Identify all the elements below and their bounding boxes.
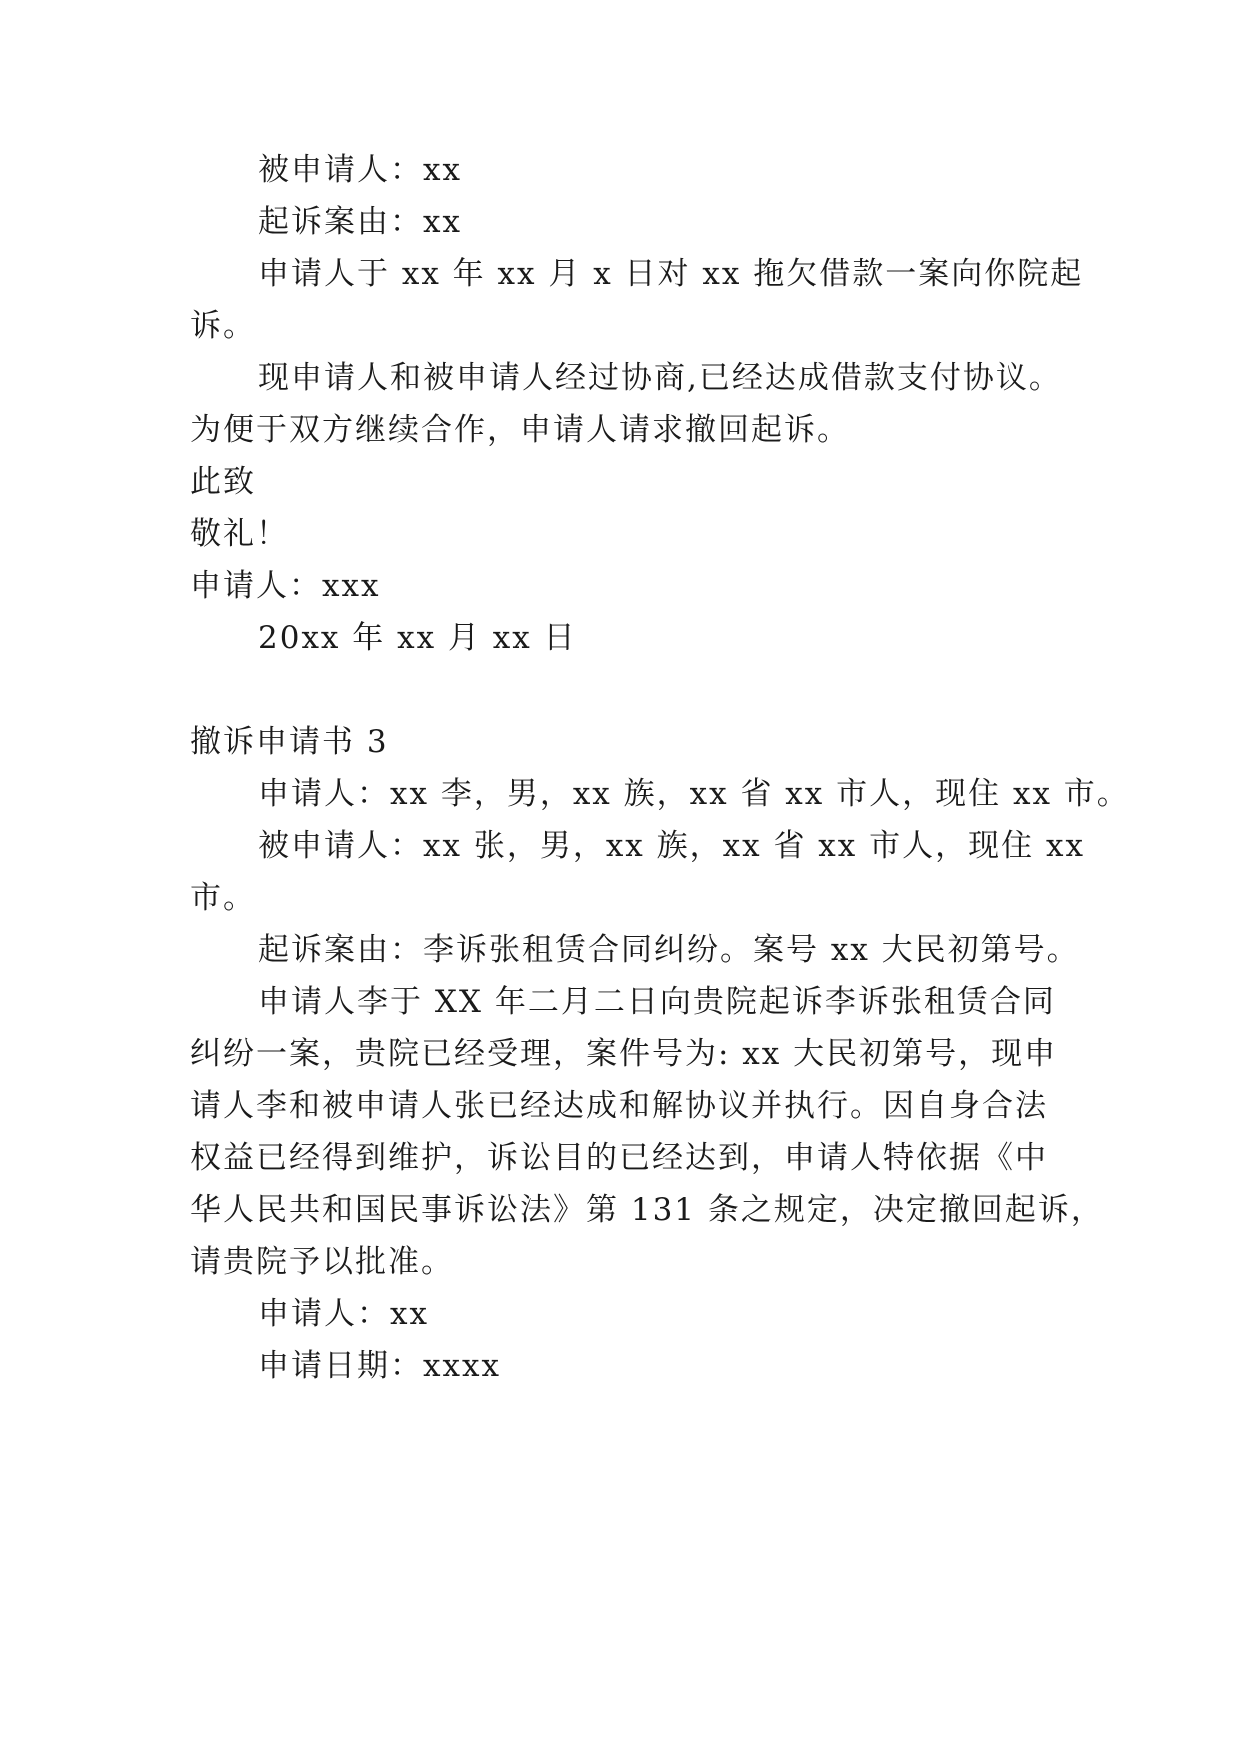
paragraph-line: 华人民共和国民事诉讼法》第 131 条之规定，决定撤回起诉， bbox=[190, 1192, 1104, 1228]
paragraph-line: 权益已经得到维护，诉讼目的已经达到，申请人特依据《中 bbox=[190, 1140, 1048, 1176]
applicant-line: 申请人：xx 李，男，xx 族，xx 省 xx 市人，现住 xx 市。 bbox=[258, 776, 1130, 812]
paragraph-line: 市。 bbox=[190, 880, 256, 916]
respondent-line: 被申请人：xx bbox=[258, 152, 462, 188]
section-heading: 撤诉申请书 3 bbox=[190, 724, 389, 760]
paragraph-line: 申请人李于 XX 年二月二日向贵院起诉李诉张租赁合同 bbox=[258, 984, 1056, 1020]
applicant-signature: 申请人：xx bbox=[258, 1296, 429, 1332]
applicant-signature: 申请人：xxx bbox=[190, 568, 381, 604]
paragraph-line: 为便于双方继续合作，申请人请求撤回起诉。 bbox=[190, 412, 850, 448]
respondent-line: 被申请人：xx 张，男，xx 族，xx 省 xx 市人，现住 xx bbox=[258, 828, 1085, 864]
paragraph-line: 现申请人和被申请人经过协商,已经达成借款支付协议。 bbox=[258, 360, 1062, 396]
closing-line: 敬礼！ bbox=[190, 516, 289, 552]
paragraph-line: 请贵院予以批准。 bbox=[190, 1244, 454, 1280]
date-line: 20xx 年 xx 月 xx 日 bbox=[258, 620, 577, 656]
cause-of-action-line: 起诉案由：xx bbox=[258, 204, 462, 240]
cause-of-action-line: 起诉案由：李诉张租赁合同纠纷。案号 xx 大民初第号。 bbox=[258, 932, 1080, 968]
paragraph-line: 申请人于 xx 年 xx 月 x 日对 xx 拖欠借款一案向你院起 bbox=[258, 256, 1084, 292]
paragraph-line: 纠纷一案，贵院已经受理，案件号为: xx 大民初第号，现申 bbox=[190, 1036, 1058, 1072]
salutation-line: 此致 bbox=[190, 464, 256, 500]
paragraph-line: 诉。 bbox=[190, 308, 256, 344]
paragraph-line: 请人李和被申请人张已经达成和解协议并执行。因自身合法 bbox=[190, 1088, 1048, 1124]
application-date-line: 申请日期：xxxx bbox=[258, 1348, 501, 1384]
